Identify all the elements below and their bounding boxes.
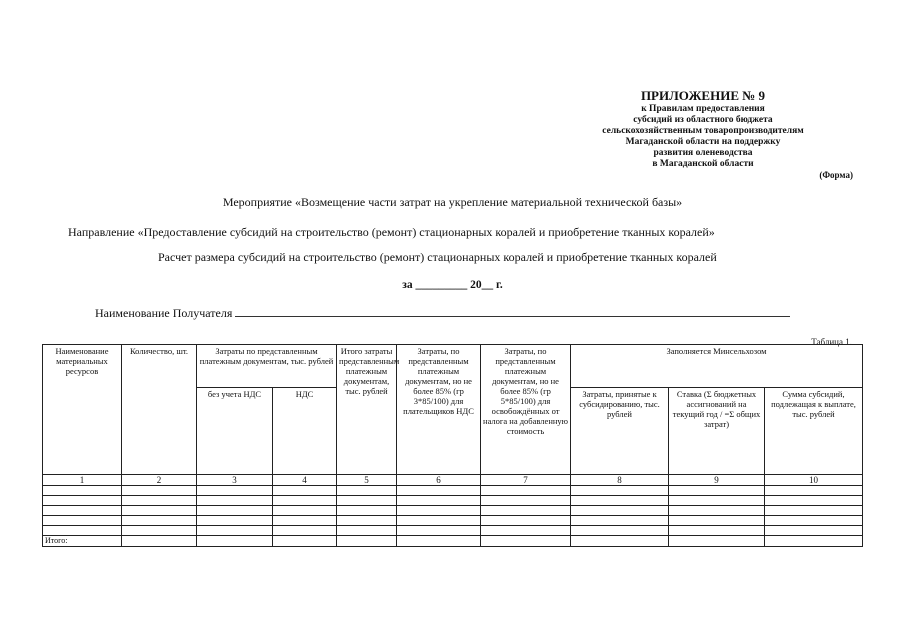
column-number: 8 — [571, 475, 669, 486]
header-ministry: Заполняется Минсельхозом — [571, 345, 863, 388]
header-accepted: Затраты, принятые к субсидированию, тыс. рублей — [571, 388, 669, 475]
table-cell[interactable] — [273, 536, 337, 547]
table-cell[interactable] — [273, 496, 337, 506]
table-cell[interactable] — [397, 526, 481, 536]
table-cell[interactable] — [197, 526, 273, 536]
table-cell[interactable] — [397, 486, 481, 496]
table-row — [43, 486, 863, 496]
table-cell[interactable] — [337, 516, 397, 526]
header-materials: Наименование материальных ресурсов — [43, 345, 122, 475]
table-cell[interactable] — [337, 526, 397, 536]
table-cell[interactable] — [765, 516, 863, 526]
table-cell[interactable] — [273, 526, 337, 536]
column-number: 1 — [43, 475, 122, 486]
table-cell[interactable] — [122, 486, 197, 496]
table-cell[interactable] — [481, 516, 571, 526]
table-cell[interactable] — [669, 536, 765, 547]
table-caption: Таблица 1. — [811, 337, 852, 347]
period-line: за _________ 20__ г. — [402, 279, 503, 291]
table-cell[interactable] — [669, 486, 765, 496]
table-cell[interactable] — [571, 496, 669, 506]
header-no-vat: без учета НДС — [197, 388, 273, 475]
appendix-line: сельскохозяйственным товаропроизводителям — [602, 126, 804, 136]
table-cell[interactable] — [765, 486, 863, 496]
column-number: 3 — [197, 475, 273, 486]
total-label: Итого: — [43, 536, 122, 547]
table-cell[interactable] — [397, 506, 481, 516]
table-cell[interactable] — [765, 536, 863, 547]
table-cell[interactable] — [43, 526, 122, 536]
column-number: 4 — [273, 475, 337, 486]
table-cell[interactable] — [197, 486, 273, 496]
table-cell[interactable] — [197, 536, 273, 547]
table-cell[interactable] — [273, 516, 337, 526]
table-cell[interactable] — [481, 486, 571, 496]
table-cell[interactable] — [571, 506, 669, 516]
table-row — [43, 516, 863, 526]
table-cell[interactable] — [765, 526, 863, 536]
table-cell[interactable] — [122, 506, 197, 516]
appendix-line: в Магаданской области — [652, 159, 754, 169]
table-cell[interactable] — [122, 536, 197, 547]
table-cell[interactable] — [122, 526, 197, 536]
table-cell[interactable] — [669, 496, 765, 506]
table-cell[interactable] — [571, 486, 669, 496]
appendix-header — [553, 88, 853, 170]
header-vat: НДС — [273, 388, 337, 475]
table-row — [43, 526, 863, 536]
appendix-line: Магаданской области на поддержку — [625, 137, 781, 147]
table-cell[interactable] — [571, 516, 669, 526]
table-cell[interactable] — [337, 536, 397, 547]
table-cell[interactable] — [337, 496, 397, 506]
calc-title: Расчет размера субсидий на строительство (ремонт) стационарных коралей и приобретение тканных коралей — [158, 250, 717, 264]
header-sum: Сумма субсидий, подлежащая к выплате, тыс. рублей — [765, 388, 863, 475]
table-cell[interactable] — [122, 516, 197, 526]
table-row — [43, 506, 863, 516]
table-cell[interactable] — [273, 506, 337, 516]
table-cell[interactable] — [337, 506, 397, 516]
table-cell[interactable] — [669, 516, 765, 526]
form-label: (Форма) — [819, 170, 853, 180]
header-rate: Ставка (Σ бюджетных ассигнований на текущий год / =Σ общих затрат) — [669, 388, 765, 475]
column-number: 7 — [481, 475, 571, 486]
table-cell[interactable] — [43, 516, 122, 526]
column-number: 6 — [397, 475, 481, 486]
total-row — [43, 536, 863, 547]
table-cell[interactable] — [571, 526, 669, 536]
recipient-row — [95, 306, 790, 321]
header-costs-docs: Затраты по представленным платежным документам, тыс. рублей — [197, 345, 337, 388]
appendix-title: ПРИЛОЖЕНИЕ № 9 — [640, 88, 766, 103]
header-quantity: Количество, шт. — [122, 345, 197, 475]
table-cell[interactable] — [273, 486, 337, 496]
table-cell[interactable] — [765, 496, 863, 506]
appendix-line: развития оленеводства — [653, 148, 753, 158]
table-row — [43, 496, 863, 506]
table-cell[interactable] — [481, 526, 571, 536]
header-costs-85-exempt: Затраты, по представленным платежным документам, но не более 85% (гр 5*85/100) для освобождённых от налога на добавленную стоимость — [481, 345, 571, 475]
header-costs-85-vat: Затраты, по представленным платежным документам, но не более 85% (гр 3*85/100) для плательщиков НДС — [397, 345, 481, 475]
direction-title: Направление «Предоставление субсидий на строительство (ремонт) стационарных коралей и приобретение тканных коралей» — [68, 225, 715, 239]
table-cell[interactable] — [669, 506, 765, 516]
recipient-label: Наименование Получателя — [95, 306, 233, 320]
table-cell[interactable] — [397, 496, 481, 506]
column-number: 10 — [765, 475, 863, 486]
table-cell[interactable] — [481, 506, 571, 516]
appendix-line: к Правилам предоставления — [641, 104, 765, 114]
recipient-field[interactable] — [235, 306, 790, 317]
table-cell[interactable] — [481, 496, 571, 506]
table-cell[interactable] — [43, 506, 122, 516]
table-cell[interactable] — [122, 496, 197, 506]
table-cell[interactable] — [481, 536, 571, 547]
table-cell[interactable] — [765, 506, 863, 516]
table-cell[interactable] — [197, 496, 273, 506]
header-total: Итого затраты представленным платежным документам, тыс. рублей — [337, 345, 397, 475]
table-cell[interactable] — [571, 536, 669, 547]
table-cell[interactable] — [669, 526, 765, 536]
table-cell[interactable] — [197, 516, 273, 526]
column-number: 2 — [122, 475, 197, 486]
subsidy-table — [42, 344, 863, 547]
table-cell[interactable] — [43, 496, 122, 506]
table-cell[interactable] — [397, 516, 481, 526]
event-title: Мероприятие «Возмещение части затрат на укрепление материальной технической базы» — [222, 195, 683, 209]
column-number: 9 — [669, 475, 765, 486]
table-cell[interactable] — [397, 536, 481, 547]
appendix-line: субсидий из областного бюджета — [633, 115, 773, 125]
table-cell[interactable] — [197, 506, 273, 516]
table-cell[interactable] — [43, 486, 122, 496]
table-cell[interactable] — [337, 486, 397, 496]
column-number: 5 — [337, 475, 397, 486]
